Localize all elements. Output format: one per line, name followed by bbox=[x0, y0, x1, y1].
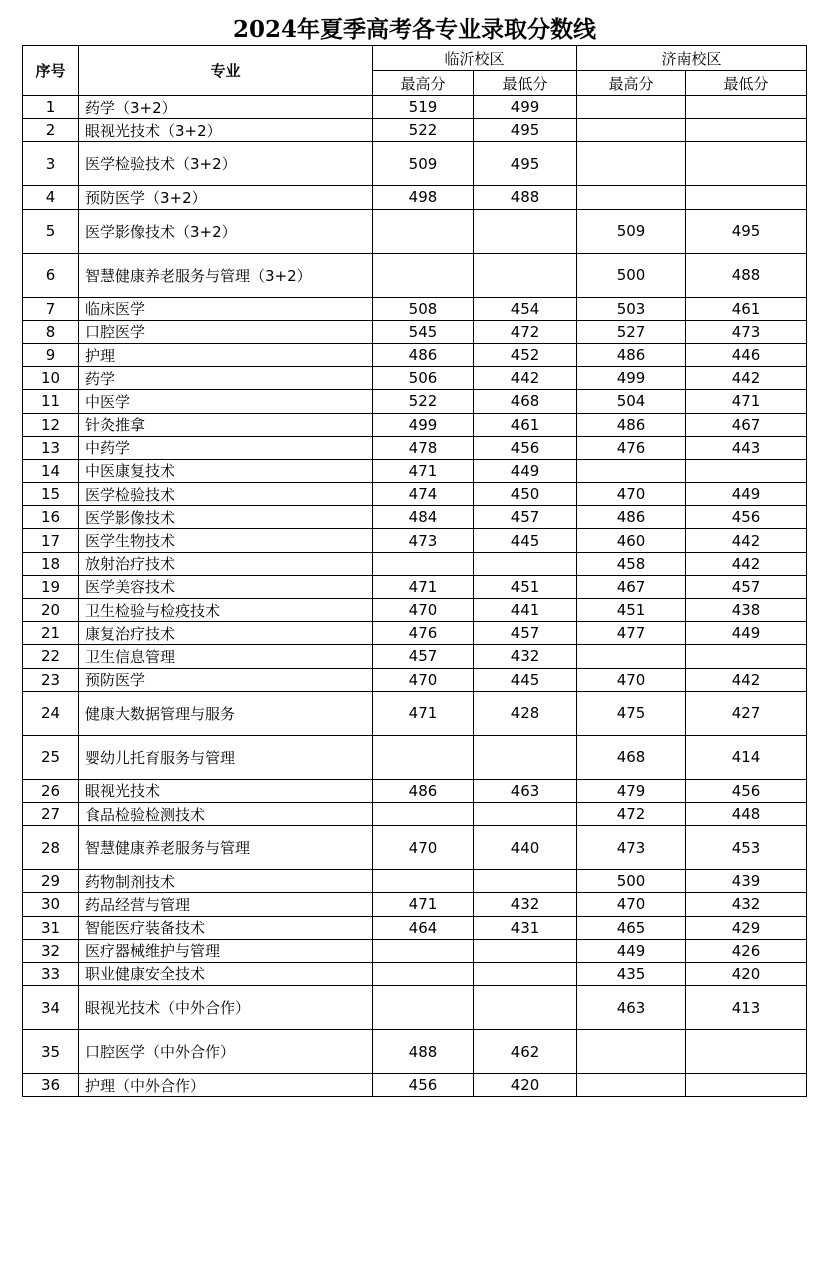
row-jinan-min: 449 bbox=[686, 483, 807, 506]
row-linyi-max: 456 bbox=[373, 1074, 474, 1097]
row-major: 预防医学 bbox=[79, 668, 373, 691]
row-jinan-min bbox=[686, 459, 807, 482]
score-table bbox=[22, 45, 807, 1097]
row-major: 医学影像技术 bbox=[79, 506, 373, 529]
row-major: 护理 bbox=[79, 343, 373, 366]
row-index: 29 bbox=[23, 870, 79, 893]
table-row bbox=[23, 916, 807, 939]
row-linyi-min: 456 bbox=[474, 436, 577, 459]
row-major: 医学影像技术（3+2） bbox=[79, 209, 373, 253]
table-row bbox=[23, 893, 807, 916]
row-linyi-min: 420 bbox=[474, 1074, 577, 1097]
table-row bbox=[23, 529, 807, 552]
row-linyi-min: 431 bbox=[474, 916, 577, 939]
row-major: 医疗器械维护与管理 bbox=[79, 939, 373, 962]
row-linyi-max: 470 bbox=[373, 668, 474, 691]
table-row bbox=[23, 96, 807, 119]
row-linyi-min: 472 bbox=[474, 320, 577, 343]
row-linyi-max: 509 bbox=[373, 142, 474, 186]
row-major: 医学检验技术（3+2） bbox=[79, 142, 373, 186]
row-index: 19 bbox=[23, 575, 79, 598]
row-jinan-min: 442 bbox=[686, 529, 807, 552]
table-row bbox=[23, 413, 807, 436]
row-linyi-max: 471 bbox=[373, 691, 474, 735]
row-major: 职业健康安全技术 bbox=[79, 962, 373, 985]
row-jinan-min: 461 bbox=[686, 297, 807, 320]
header-jinan-campus: 济南校区 bbox=[577, 46, 807, 71]
row-jinan-max: 468 bbox=[577, 735, 686, 779]
row-linyi-max bbox=[373, 939, 474, 962]
row-index: 22 bbox=[23, 645, 79, 668]
row-major: 口腔医学 bbox=[79, 320, 373, 343]
row-jinan-max: 477 bbox=[577, 622, 686, 645]
row-linyi-max bbox=[373, 962, 474, 985]
row-index: 6 bbox=[23, 253, 79, 297]
row-jinan-max: 479 bbox=[577, 779, 686, 802]
row-linyi-max: 464 bbox=[373, 916, 474, 939]
row-major: 眼视光技术 bbox=[79, 779, 373, 802]
row-major: 眼视光技术（3+2） bbox=[79, 119, 373, 142]
table-row bbox=[23, 320, 807, 343]
table-row bbox=[23, 253, 807, 297]
table-row bbox=[23, 986, 807, 1030]
row-jinan-max bbox=[577, 645, 686, 668]
row-major: 智能医疗装备技术 bbox=[79, 916, 373, 939]
row-index: 4 bbox=[23, 186, 79, 209]
row-linyi-max: 506 bbox=[373, 367, 474, 390]
row-jinan-min: 438 bbox=[686, 599, 807, 622]
row-major: 药品经营与管理 bbox=[79, 893, 373, 916]
table-row bbox=[23, 870, 807, 893]
row-major: 药学 bbox=[79, 367, 373, 390]
row-index: 35 bbox=[23, 1030, 79, 1074]
header-index: 序号 bbox=[23, 46, 79, 96]
row-jinan-min: 471 bbox=[686, 390, 807, 413]
row-linyi-max bbox=[373, 870, 474, 893]
row-index: 11 bbox=[23, 390, 79, 413]
row-linyi-min: 499 bbox=[474, 96, 577, 119]
row-jinan-min: 442 bbox=[686, 367, 807, 390]
row-major: 婴幼儿托育服务与管理 bbox=[79, 735, 373, 779]
row-jinan-min bbox=[686, 119, 807, 142]
row-linyi-min: 457 bbox=[474, 506, 577, 529]
row-index: 16 bbox=[23, 506, 79, 529]
row-major: 医学生物技术 bbox=[79, 529, 373, 552]
row-jinan-max: 509 bbox=[577, 209, 686, 253]
row-linyi-min: 463 bbox=[474, 779, 577, 802]
row-major: 智慧健康养老服务与管理（3+2） bbox=[79, 253, 373, 297]
row-major: 口腔医学（中外合作） bbox=[79, 1030, 373, 1074]
table-row bbox=[23, 779, 807, 802]
row-jinan-max: 486 bbox=[577, 343, 686, 366]
header-linyi-min: 最低分 bbox=[474, 71, 577, 96]
row-index: 10 bbox=[23, 367, 79, 390]
row-major: 护理（中外合作） bbox=[79, 1074, 373, 1097]
row-index: 17 bbox=[23, 529, 79, 552]
row-jinan-max: 465 bbox=[577, 916, 686, 939]
row-linyi-min: 449 bbox=[474, 459, 577, 482]
row-linyi-min: 495 bbox=[474, 142, 577, 186]
row-jinan-max bbox=[577, 142, 686, 186]
row-jinan-min: 429 bbox=[686, 916, 807, 939]
row-jinan-max: 527 bbox=[577, 320, 686, 343]
row-jinan-min: 420 bbox=[686, 962, 807, 985]
row-linyi-min bbox=[474, 552, 577, 575]
row-linyi-min bbox=[474, 735, 577, 779]
table-row bbox=[23, 209, 807, 253]
table-row bbox=[23, 735, 807, 779]
table-row bbox=[23, 436, 807, 459]
row-linyi-min: 454 bbox=[474, 297, 577, 320]
row-jinan-max: 500 bbox=[577, 870, 686, 893]
row-major: 卫生信息管理 bbox=[79, 645, 373, 668]
row-index: 27 bbox=[23, 802, 79, 825]
row-linyi-min: 445 bbox=[474, 529, 577, 552]
header-linyi-campus: 临沂校区 bbox=[373, 46, 577, 71]
row-jinan-min: 446 bbox=[686, 343, 807, 366]
table-row bbox=[23, 939, 807, 962]
table-row bbox=[23, 691, 807, 735]
row-major: 药物制剂技术 bbox=[79, 870, 373, 893]
row-linyi-min: 451 bbox=[474, 575, 577, 598]
row-jinan-max bbox=[577, 119, 686, 142]
row-linyi-max: 486 bbox=[373, 343, 474, 366]
row-major: 眼视光技术（中外合作） bbox=[79, 986, 373, 1030]
table-row bbox=[23, 575, 807, 598]
row-index: 33 bbox=[23, 962, 79, 985]
row-linyi-min: 440 bbox=[474, 826, 577, 870]
row-linyi-min: 462 bbox=[474, 1030, 577, 1074]
row-linyi-max: 473 bbox=[373, 529, 474, 552]
row-jinan-min: 448 bbox=[686, 802, 807, 825]
header-jinan-max: 最高分 bbox=[577, 71, 686, 96]
row-major: 预防医学（3+2） bbox=[79, 186, 373, 209]
table-row bbox=[23, 1030, 807, 1074]
row-major: 智慧健康养老服务与管理 bbox=[79, 826, 373, 870]
row-linyi-max: 499 bbox=[373, 413, 474, 436]
table-row bbox=[23, 186, 807, 209]
row-jinan-max: 470 bbox=[577, 483, 686, 506]
row-linyi-max bbox=[373, 735, 474, 779]
row-jinan-max: 486 bbox=[577, 506, 686, 529]
row-jinan-min: 442 bbox=[686, 668, 807, 691]
header-major: 专业 bbox=[79, 46, 373, 96]
row-linyi-max: 457 bbox=[373, 645, 474, 668]
row-major: 针灸推拿 bbox=[79, 413, 373, 436]
table-row bbox=[23, 802, 807, 825]
table-row bbox=[23, 390, 807, 413]
row-major: 医学检验技术 bbox=[79, 483, 373, 506]
row-linyi-min: 442 bbox=[474, 367, 577, 390]
row-jinan-min: 414 bbox=[686, 735, 807, 779]
row-jinan-max bbox=[577, 186, 686, 209]
row-jinan-min bbox=[686, 96, 807, 119]
row-jinan-max: 472 bbox=[577, 802, 686, 825]
row-jinan-max: 463 bbox=[577, 986, 686, 1030]
row-jinan-max: 503 bbox=[577, 297, 686, 320]
table-row bbox=[23, 459, 807, 482]
row-major: 中医学 bbox=[79, 390, 373, 413]
row-jinan-max bbox=[577, 96, 686, 119]
table-row bbox=[23, 645, 807, 668]
row-index: 12 bbox=[23, 413, 79, 436]
row-major: 中医康复技术 bbox=[79, 459, 373, 482]
row-jinan-min bbox=[686, 1074, 807, 1097]
row-major: 放射治疗技术 bbox=[79, 552, 373, 575]
row-jinan-min: 457 bbox=[686, 575, 807, 598]
row-jinan-min: 449 bbox=[686, 622, 807, 645]
row-jinan-min: 432 bbox=[686, 893, 807, 916]
row-major: 医学美容技术 bbox=[79, 575, 373, 598]
row-index: 14 bbox=[23, 459, 79, 482]
table-row bbox=[23, 826, 807, 870]
row-linyi-min bbox=[474, 870, 577, 893]
row-index: 1 bbox=[23, 96, 79, 119]
row-jinan-max bbox=[577, 1074, 686, 1097]
row-jinan-max: 486 bbox=[577, 413, 686, 436]
row-index: 20 bbox=[23, 599, 79, 622]
row-linyi-min: 441 bbox=[474, 599, 577, 622]
row-jinan-min: 467 bbox=[686, 413, 807, 436]
row-jinan-max: 500 bbox=[577, 253, 686, 297]
row-linyi-min: 457 bbox=[474, 622, 577, 645]
row-jinan-min: 453 bbox=[686, 826, 807, 870]
table-row bbox=[23, 668, 807, 691]
row-index: 36 bbox=[23, 1074, 79, 1097]
row-jinan-max: 460 bbox=[577, 529, 686, 552]
row-linyi-min bbox=[474, 962, 577, 985]
row-linyi-min bbox=[474, 209, 577, 253]
row-linyi-min: 428 bbox=[474, 691, 577, 735]
row-linyi-max: 522 bbox=[373, 390, 474, 413]
row-index: 21 bbox=[23, 622, 79, 645]
row-index: 34 bbox=[23, 986, 79, 1030]
row-linyi-max: 470 bbox=[373, 826, 474, 870]
row-linyi-max bbox=[373, 552, 474, 575]
row-jinan-max: 470 bbox=[577, 893, 686, 916]
row-index: 31 bbox=[23, 916, 79, 939]
row-index: 8 bbox=[23, 320, 79, 343]
row-jinan-max: 473 bbox=[577, 826, 686, 870]
row-linyi-max bbox=[373, 802, 474, 825]
row-linyi-max: 474 bbox=[373, 483, 474, 506]
row-jinan-min: 442 bbox=[686, 552, 807, 575]
row-index: 3 bbox=[23, 142, 79, 186]
row-jinan-min: 426 bbox=[686, 939, 807, 962]
row-linyi-max: 522 bbox=[373, 119, 474, 142]
row-linyi-max: 488 bbox=[373, 1030, 474, 1074]
row-jinan-max: 476 bbox=[577, 436, 686, 459]
row-linyi-max: 508 bbox=[373, 297, 474, 320]
row-index: 30 bbox=[23, 893, 79, 916]
row-linyi-max bbox=[373, 253, 474, 297]
table-row bbox=[23, 142, 807, 186]
header-jinan-min: 最低分 bbox=[686, 71, 807, 96]
table-row bbox=[23, 599, 807, 622]
row-linyi-min bbox=[474, 802, 577, 825]
row-linyi-min: 432 bbox=[474, 893, 577, 916]
row-linyi-min: 450 bbox=[474, 483, 577, 506]
row-major: 康复治疗技术 bbox=[79, 622, 373, 645]
row-linyi-max: 545 bbox=[373, 320, 474, 343]
row-jinan-min: 413 bbox=[686, 986, 807, 1030]
row-index: 24 bbox=[23, 691, 79, 735]
row-linyi-min: 432 bbox=[474, 645, 577, 668]
row-jinan-max: 470 bbox=[577, 668, 686, 691]
row-jinan-min: 443 bbox=[686, 436, 807, 459]
row-linyi-max: 476 bbox=[373, 622, 474, 645]
row-jinan-max bbox=[577, 1030, 686, 1074]
row-linyi-max: 498 bbox=[373, 186, 474, 209]
row-linyi-min bbox=[474, 986, 577, 1030]
row-jinan-min: 456 bbox=[686, 779, 807, 802]
table-row bbox=[23, 343, 807, 366]
page-title: 2024年夏季高考各专业录取分数线 bbox=[232, 16, 596, 43]
row-jinan-max: 475 bbox=[577, 691, 686, 735]
row-jinan-max: 504 bbox=[577, 390, 686, 413]
row-jinan-min: 456 bbox=[686, 506, 807, 529]
row-linyi-max: 486 bbox=[373, 779, 474, 802]
row-index: 7 bbox=[23, 297, 79, 320]
row-linyi-max: 471 bbox=[373, 575, 474, 598]
row-major: 临床医学 bbox=[79, 297, 373, 320]
row-index: 26 bbox=[23, 779, 79, 802]
row-jinan-max: 451 bbox=[577, 599, 686, 622]
row-index: 15 bbox=[23, 483, 79, 506]
row-major: 健康大数据管理与服务 bbox=[79, 691, 373, 735]
row-index: 13 bbox=[23, 436, 79, 459]
row-index: 2 bbox=[23, 119, 79, 142]
row-jinan-min: 439 bbox=[686, 870, 807, 893]
row-linyi-max bbox=[373, 986, 474, 1030]
row-index: 32 bbox=[23, 939, 79, 962]
row-linyi-max: 478 bbox=[373, 436, 474, 459]
row-linyi-min: 452 bbox=[474, 343, 577, 366]
row-linyi-max: 519 bbox=[373, 96, 474, 119]
row-jinan-max: 449 bbox=[577, 939, 686, 962]
row-linyi-min: 468 bbox=[474, 390, 577, 413]
table-row bbox=[23, 367, 807, 390]
row-linyi-max: 471 bbox=[373, 459, 474, 482]
row-jinan-min bbox=[686, 186, 807, 209]
table-row bbox=[23, 119, 807, 142]
row-major: 药学（3+2） bbox=[79, 96, 373, 119]
row-linyi-min bbox=[474, 253, 577, 297]
row-linyi-min: 495 bbox=[474, 119, 577, 142]
table-body bbox=[23, 96, 807, 1097]
table-row bbox=[23, 506, 807, 529]
row-jinan-min: 488 bbox=[686, 253, 807, 297]
row-linyi-max: 470 bbox=[373, 599, 474, 622]
row-jinan-min: 473 bbox=[686, 320, 807, 343]
table-row bbox=[23, 962, 807, 985]
table-row bbox=[23, 483, 807, 506]
row-major: 卫生检验与检疫技术 bbox=[79, 599, 373, 622]
row-jinan-min: 495 bbox=[686, 209, 807, 253]
row-linyi-min: 488 bbox=[474, 186, 577, 209]
row-index: 25 bbox=[23, 735, 79, 779]
row-jinan-max: 435 bbox=[577, 962, 686, 985]
row-index: 23 bbox=[23, 668, 79, 691]
row-jinan-max bbox=[577, 459, 686, 482]
row-jinan-min bbox=[686, 1030, 807, 1074]
row-jinan-max: 458 bbox=[577, 552, 686, 575]
table-row bbox=[23, 1074, 807, 1097]
row-linyi-max bbox=[373, 209, 474, 253]
table-row bbox=[23, 622, 807, 645]
row-jinan-min bbox=[686, 645, 807, 668]
row-major: 食品检验检测技术 bbox=[79, 802, 373, 825]
row-linyi-min: 461 bbox=[474, 413, 577, 436]
row-linyi-min: 445 bbox=[474, 668, 577, 691]
row-index: 28 bbox=[23, 826, 79, 870]
row-jinan-max: 467 bbox=[577, 575, 686, 598]
table-row bbox=[23, 552, 807, 575]
row-major: 中药学 bbox=[79, 436, 373, 459]
row-index: 9 bbox=[23, 343, 79, 366]
row-linyi-max: 484 bbox=[373, 506, 474, 529]
row-jinan-min: 427 bbox=[686, 691, 807, 735]
row-index: 18 bbox=[23, 552, 79, 575]
table-row bbox=[23, 297, 807, 320]
row-index: 5 bbox=[23, 209, 79, 253]
row-linyi-max: 471 bbox=[373, 893, 474, 916]
header-linyi-max: 最高分 bbox=[373, 71, 474, 96]
row-linyi-min bbox=[474, 939, 577, 962]
row-jinan-max: 499 bbox=[577, 367, 686, 390]
row-jinan-min bbox=[686, 142, 807, 186]
